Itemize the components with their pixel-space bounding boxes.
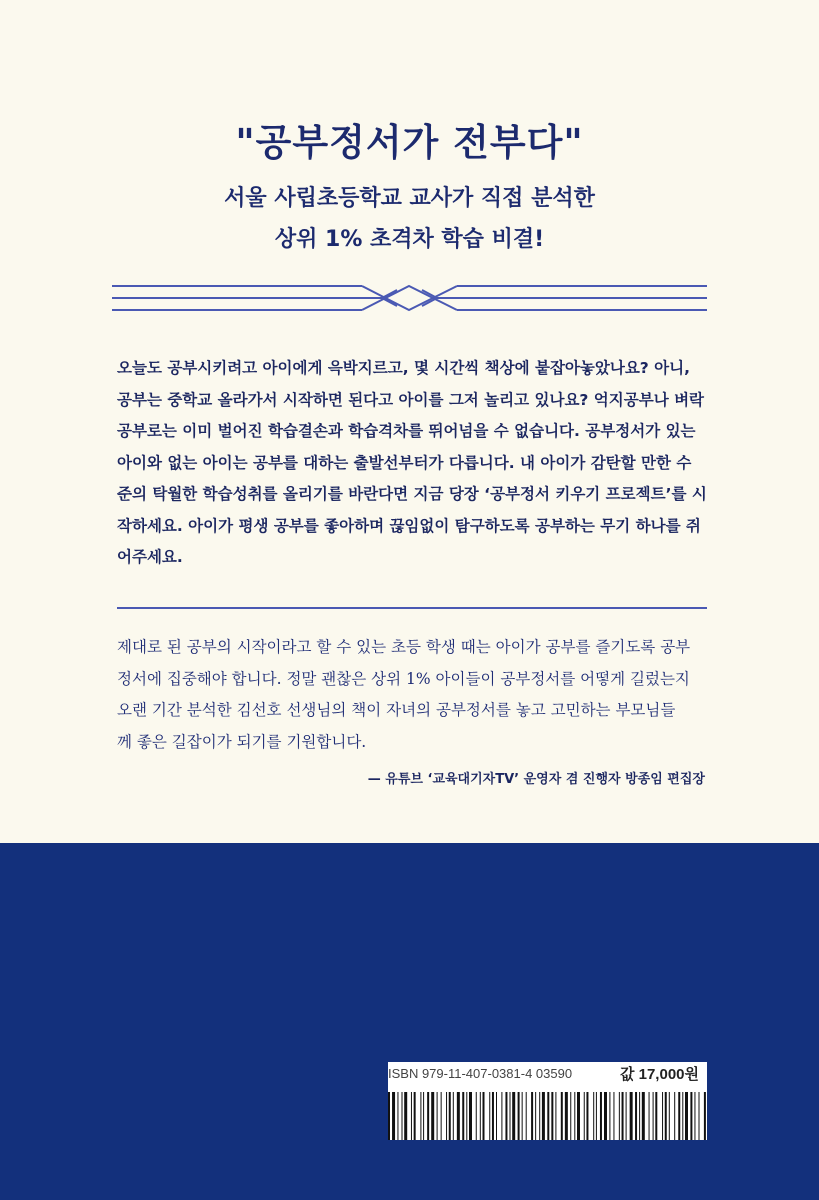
barcode-bar xyxy=(420,1092,421,1140)
synopsis-line: 오늘도 공부시키려고 아이에게 윽박지르고, 몇 시간씩 책상에 붙잡아놓았나요? 아니, xyxy=(117,359,691,377)
quote-line: 께 좋은 길잡이가 되기를 기원합니다. xyxy=(117,732,367,751)
barcode-bar xyxy=(505,1092,507,1140)
barcode-bar xyxy=(483,1092,485,1140)
barcode-bar xyxy=(630,1092,633,1140)
barcode-bar xyxy=(469,1092,472,1140)
barcode-bar xyxy=(604,1092,607,1140)
barcode-bar xyxy=(642,1092,645,1140)
barcode-bar xyxy=(449,1092,451,1140)
barcode-bar xyxy=(453,1092,454,1140)
barcode-bar xyxy=(542,1092,545,1140)
barcode-bar xyxy=(431,1092,434,1140)
barcode-bar xyxy=(441,1092,442,1140)
quote-attribution: — 유튜브 ‘교육대기자TV’ 운영자 겸 진행자 방종임 편집장 xyxy=(367,772,705,787)
synopsis-line: 아이와 없는 아이는 공부를 대하는 출발선부터가 다릅니다. 내 아이가 감탄할 만한 수 xyxy=(117,453,692,472)
barcode-bar xyxy=(674,1092,675,1140)
barcode-bar xyxy=(639,1092,640,1140)
barcode-bar xyxy=(518,1092,520,1140)
barcode-bar xyxy=(619,1092,620,1140)
synopsis-line: 공부로는 이미 벌어진 학습결손과 학습격차를 뛰어넘을 수 없습니다. 공부정서가 있는 xyxy=(117,422,696,440)
barcode-bar xyxy=(655,1092,657,1140)
isbn-number: ISBN 979-11-407-0381-4 03590 xyxy=(388,1066,573,1081)
barcode-bar xyxy=(512,1092,515,1140)
barcode-bar xyxy=(427,1092,429,1140)
barcode-bar xyxy=(492,1092,494,1140)
barcode-bar xyxy=(570,1092,571,1140)
barcode-image xyxy=(388,1092,707,1140)
barcode-bar xyxy=(586,1092,588,1140)
ornament-divider xyxy=(112,278,707,318)
barcode-bar xyxy=(388,1092,390,1140)
quote-line: 제대로 된 공부의 시작이라고 할 수 있는 초등 학생 때는 아이가 공부를 즐기도록 공부 xyxy=(117,638,691,656)
barcode-bar xyxy=(547,1092,549,1140)
synopsis-paragraph xyxy=(117,353,707,574)
barcode-bar xyxy=(414,1092,416,1140)
barcode-bar xyxy=(437,1092,438,1140)
barcode-bar xyxy=(476,1092,477,1140)
quote-line: 오랜 기간 분석한 김선호 선생님의 책이 자녀의 공부정서를 놓고 고민하는 부모님들 xyxy=(117,701,676,719)
barcode-bar xyxy=(462,1092,464,1140)
barcode-bar xyxy=(600,1092,602,1140)
barcode-bar xyxy=(411,1092,412,1140)
barcode-bar xyxy=(392,1092,395,1140)
synopsis-line: 준의 탁월한 학습성취를 올리기를 바란다면 지금 당장 ‘공부정서 키우기 프로젝트’를 시 xyxy=(117,485,707,503)
endorsement-quote xyxy=(117,632,707,758)
quote-line: 정서에 집중해야 합니다. 정말 괜찮은 상위 1% 아이들이 공부정서를 어떻게 길렀는지 xyxy=(117,669,690,688)
barcode-bar xyxy=(535,1092,536,1140)
barcode-bar xyxy=(685,1092,688,1140)
barcode-bar xyxy=(539,1092,540,1140)
synopsis-line: 공부는 중학교 올라가서 시작하면 된다고 아이를 그저 놀리고 있나요? 억지공부나 벼락 xyxy=(117,390,705,409)
barcode-bar xyxy=(565,1092,568,1140)
barcode-bar xyxy=(446,1092,447,1140)
barcode-bar xyxy=(561,1092,563,1140)
barcode-bar xyxy=(510,1092,511,1140)
barcode-bar xyxy=(457,1092,460,1140)
barcode-bar xyxy=(584,1092,585,1140)
barcode-bar xyxy=(574,1092,575,1140)
synopsis-line: 작하세요. 아이가 평생 공부를 좋아하며 끊임없이 탐구하도록 공부하는 무기 하나를 쥐 xyxy=(117,516,701,535)
barcode-bar xyxy=(609,1092,610,1140)
barcode-bar xyxy=(577,1092,580,1140)
barcode-bar xyxy=(526,1092,527,1140)
barcode-bar xyxy=(669,1092,670,1140)
barcode-bar xyxy=(665,1092,667,1140)
barcode-bar xyxy=(555,1092,556,1140)
barcode-bar xyxy=(682,1092,683,1140)
barcode-bar xyxy=(489,1092,490,1140)
barcode-bar xyxy=(404,1092,407,1140)
barcode-bar xyxy=(522,1092,523,1140)
barcode-bar xyxy=(690,1092,692,1140)
barcode-bar xyxy=(466,1092,467,1140)
barcode-bar xyxy=(704,1092,706,1140)
isbn-barcode-block xyxy=(388,1062,707,1140)
barcode-bar xyxy=(593,1092,594,1140)
subheadline-line-1: 서울 사립초등학교 교사가 직접 분석한 xyxy=(224,186,595,211)
barcode-bar xyxy=(501,1092,502,1140)
barcode-bar xyxy=(423,1092,424,1140)
section-divider xyxy=(117,607,707,609)
barcode-bar xyxy=(635,1092,637,1140)
barcode-bar xyxy=(531,1092,533,1140)
cover-bottom-band xyxy=(0,843,819,1200)
synopsis-line: 어주세요. xyxy=(117,548,183,566)
subheadline-line-2: 상위 1% 초격차 학습 비결! xyxy=(274,227,545,252)
barcode-bar xyxy=(480,1092,481,1140)
barcode-bar xyxy=(694,1092,695,1140)
barcode-bar xyxy=(397,1092,398,1140)
barcode-bar xyxy=(699,1092,700,1140)
barcode-bar xyxy=(622,1092,624,1140)
barcode-bar xyxy=(653,1092,654,1140)
barcode-bar xyxy=(596,1092,597,1140)
headline: "공부정서가 전부다" xyxy=(235,121,584,164)
barcode-bar xyxy=(649,1092,650,1140)
barcode-bar xyxy=(613,1092,614,1140)
barcode-bar xyxy=(551,1092,553,1140)
price-label: 값 17,000원 xyxy=(619,1066,699,1083)
barcode-bar xyxy=(678,1092,680,1140)
barcode-bar xyxy=(626,1092,627,1140)
barcode-bar xyxy=(496,1092,497,1140)
barcode-bar xyxy=(402,1092,403,1140)
barcode-bar xyxy=(662,1092,663,1140)
